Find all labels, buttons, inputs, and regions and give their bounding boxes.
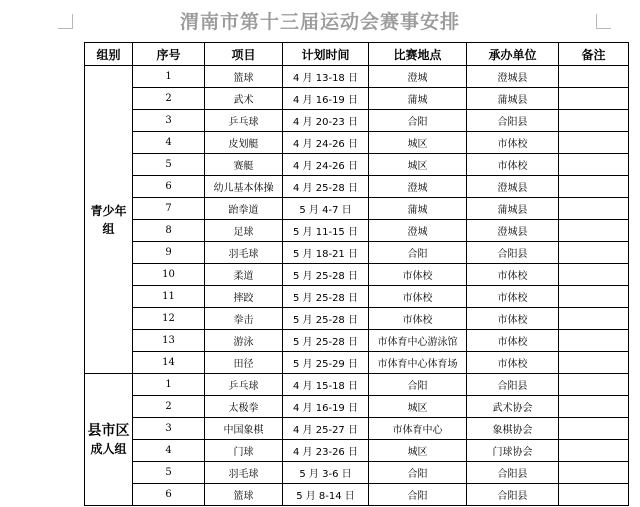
- host-cell: 市体校: [467, 330, 559, 352]
- event-cell: 拳击: [205, 308, 283, 330]
- event-cell: 中国象棋: [205, 418, 283, 440]
- venue-cell: 城区: [369, 440, 467, 462]
- time-cell: 5 月 4-7 日: [283, 198, 369, 220]
- seq-cell: 14: [133, 352, 205, 374]
- time-cell: 4 月 23-26 日: [283, 440, 369, 462]
- group-name-line1: 青少年: [90, 203, 127, 218]
- venue-cell: 市体育中心游泳馆: [369, 330, 467, 352]
- host-cell: 蒲城县: [467, 88, 559, 110]
- venue-cell: 澄城: [369, 66, 467, 88]
- seq-cell: 3: [133, 110, 205, 132]
- event-cell: 柔道: [205, 264, 283, 286]
- time-cell: 4 月 15-18 日: [283, 374, 369, 396]
- table-row: [85, 330, 629, 352]
- time-cell: 4 月 25-28 日: [283, 176, 369, 198]
- venue-cell: 合阳: [369, 462, 467, 484]
- table-row: [85, 198, 629, 220]
- event-cell: 太极拳: [205, 396, 283, 418]
- note-cell: [559, 396, 629, 418]
- venue-cell: 蒲城: [369, 198, 467, 220]
- note-cell: [559, 88, 629, 110]
- host-cell: 合阳县: [467, 462, 559, 484]
- table-row: [85, 286, 629, 308]
- host-cell: 澄城县: [467, 176, 559, 198]
- note-cell: [559, 484, 629, 506]
- host-cell: 蒲城县: [467, 198, 559, 220]
- table-row: [85, 264, 629, 286]
- event-cell: 赛艇: [205, 154, 283, 176]
- venue-cell: 澄城: [369, 176, 467, 198]
- time-cell: 4 月 24-26 日: [283, 132, 369, 154]
- event-cell: 门球: [205, 440, 283, 462]
- seq-cell: 11: [133, 286, 205, 308]
- seq-cell: 6: [133, 176, 205, 198]
- venue-cell: 市体育中心体育场: [369, 352, 467, 374]
- time-cell: 5 月 11-15 日: [283, 220, 369, 242]
- time-cell: 5 月 25-29 日: [283, 352, 369, 374]
- table-row: [85, 176, 629, 198]
- venue-cell: 合阳: [369, 374, 467, 396]
- seq-cell: 8: [133, 220, 205, 242]
- host-cell: 合阳县: [467, 484, 559, 506]
- venue-cell: 城区: [369, 132, 467, 154]
- time-cell: 4 月 25-27 日: [283, 418, 369, 440]
- host-cell: 门球协会: [467, 440, 559, 462]
- note-cell: [559, 198, 629, 220]
- group-name-line2: 组: [102, 221, 115, 236]
- header-group: 组别: [85, 43, 133, 66]
- time-cell: 4 月 20-23 日: [283, 110, 369, 132]
- table-row: [85, 308, 629, 330]
- note-cell: [559, 440, 629, 462]
- host-cell: 市体校: [467, 264, 559, 286]
- note-cell: [559, 462, 629, 484]
- note-cell: [559, 176, 629, 198]
- venue-cell: 市体校: [369, 308, 467, 330]
- table-row: [85, 66, 629, 88]
- host-cell: 合阳县: [467, 242, 559, 264]
- table-row: [85, 110, 629, 132]
- event-cell: 皮划艇: [205, 132, 283, 154]
- host-cell: 市体校: [467, 154, 559, 176]
- header-host: 承办单位: [467, 43, 559, 66]
- seq-cell: 6: [133, 484, 205, 506]
- event-cell: 跆拳道: [205, 198, 283, 220]
- table-row: [85, 352, 629, 374]
- venue-cell: 市体校: [369, 264, 467, 286]
- group-cell: [85, 66, 133, 374]
- table-row: [85, 242, 629, 264]
- note-cell: [559, 308, 629, 330]
- event-cell: 羽毛球: [205, 462, 283, 484]
- note-cell: [559, 110, 629, 132]
- header-note: 备注: [559, 43, 629, 66]
- header-row: [85, 43, 629, 66]
- table-row: [85, 88, 629, 110]
- host-cell: 澄城县: [467, 220, 559, 242]
- header-event: 项目: [205, 43, 283, 66]
- seq-cell: 3: [133, 418, 205, 440]
- seq-cell: 13: [133, 330, 205, 352]
- event-cell: 田径: [205, 352, 283, 374]
- time-cell: 5 月 25-28 日: [283, 264, 369, 286]
- seq-cell: 5: [133, 154, 205, 176]
- host-cell: 合阳县: [467, 374, 559, 396]
- table-row: [85, 132, 629, 154]
- time-cell: 5 月 18-21 日: [283, 242, 369, 264]
- host-cell: 市体校: [467, 352, 559, 374]
- host-cell: 澄城县: [467, 66, 559, 88]
- venue-cell: 城区: [369, 396, 467, 418]
- time-cell: 5 月 25-28 日: [283, 330, 369, 352]
- header-seq: 序号: [133, 43, 205, 66]
- group-cell: [85, 374, 133, 506]
- time-cell: 4 月 16-19 日: [283, 88, 369, 110]
- group-name-line1: 县市区: [87, 422, 130, 439]
- seq-cell: 4: [133, 440, 205, 462]
- table-row: [85, 484, 629, 506]
- time-cell: 5 月 25-28 日: [283, 308, 369, 330]
- note-cell: [559, 220, 629, 242]
- note-cell: [559, 264, 629, 286]
- table-row: [85, 374, 629, 396]
- table-row: [85, 220, 629, 242]
- venue-cell: 合阳: [369, 110, 467, 132]
- seq-cell: 1: [133, 66, 205, 88]
- table-row: [85, 418, 629, 440]
- time-cell: 5 月 3-6 日: [283, 462, 369, 484]
- event-cell: 足球: [205, 220, 283, 242]
- venue-cell: 市体校: [369, 286, 467, 308]
- event-cell: 篮球: [205, 484, 283, 506]
- event-cell: 幼儿基本体操: [205, 176, 283, 198]
- note-cell: [559, 330, 629, 352]
- note-cell: [559, 154, 629, 176]
- event-cell: 羽毛球: [205, 242, 283, 264]
- note-cell: [559, 352, 629, 374]
- venue-cell: 合阳: [369, 484, 467, 506]
- event-cell: 篮球: [205, 66, 283, 88]
- table-row: [85, 462, 629, 484]
- event-cell: 武术: [205, 88, 283, 110]
- host-cell: 市体校: [467, 308, 559, 330]
- seq-cell: 7: [133, 198, 205, 220]
- note-cell: [559, 66, 629, 88]
- group-name-line2: 成人组: [90, 441, 127, 456]
- event-cell: 游泳: [205, 330, 283, 352]
- venue-cell: 市体育中心: [369, 418, 467, 440]
- note-cell: [559, 374, 629, 396]
- seq-cell: 1: [133, 374, 205, 396]
- venue-cell: 澄城: [369, 220, 467, 242]
- schedule-table: [84, 42, 629, 506]
- host-cell: 合阳县: [467, 110, 559, 132]
- time-cell: 4 月 24-26 日: [283, 154, 369, 176]
- host-cell: 象棋协会: [467, 418, 559, 440]
- header-venue: 比赛地点: [369, 43, 467, 66]
- event-cell: 摔跤: [205, 286, 283, 308]
- seq-cell: 4: [133, 132, 205, 154]
- document-title: 渭南市第十三届运动会赛事安排: [179, 11, 460, 33]
- seq-cell: 9: [133, 242, 205, 264]
- event-cell: 乒乓球: [205, 374, 283, 396]
- venue-cell: 蒲城: [369, 88, 467, 110]
- host-cell: 市体校: [467, 286, 559, 308]
- note-cell: [559, 242, 629, 264]
- venue-cell: 合阳: [369, 242, 467, 264]
- seq-cell: 2: [133, 396, 205, 418]
- note-cell: [559, 418, 629, 440]
- schedule-body: [85, 66, 629, 506]
- note-cell: [559, 286, 629, 308]
- seq-cell: 2: [133, 88, 205, 110]
- host-cell: 市体校: [467, 132, 559, 154]
- venue-cell: 城区: [369, 154, 467, 176]
- time-cell: 5 月 25-28 日: [283, 286, 369, 308]
- host-cell: 武术协会: [467, 396, 559, 418]
- event-cell: 乒乓球: [205, 110, 283, 132]
- time-cell: 4 月 13-18 日: [283, 66, 369, 88]
- seq-cell: 12: [133, 308, 205, 330]
- table-row: [85, 154, 629, 176]
- time-cell: 4 月 16-19 日: [283, 396, 369, 418]
- time-cell: 5 月 8-14 日: [283, 484, 369, 506]
- note-cell: [559, 132, 629, 154]
- table-row: [85, 396, 629, 418]
- header-time: 计划时间: [283, 43, 369, 66]
- seq-cell: 10: [133, 264, 205, 286]
- seq-cell: 5: [133, 462, 205, 484]
- table-row: [85, 440, 629, 462]
